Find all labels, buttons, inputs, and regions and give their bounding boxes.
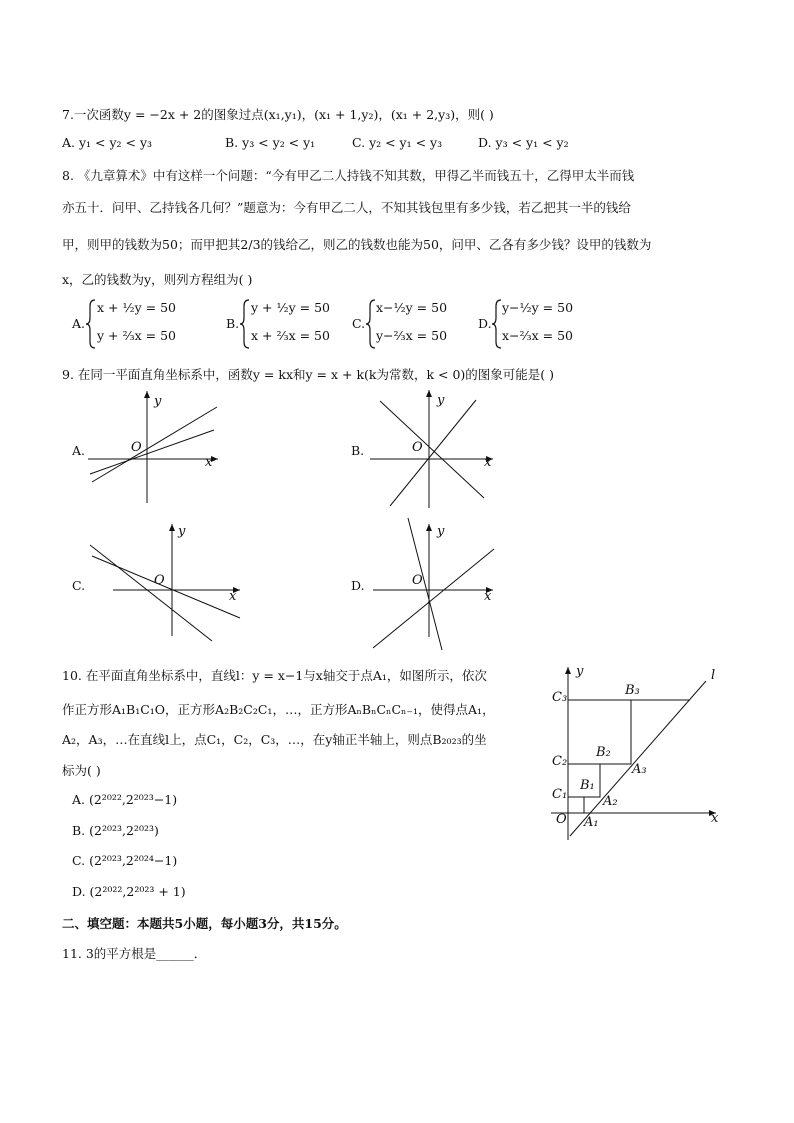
q7-option-b: B. y₃ < y₂ < y₁ xyxy=(225,135,316,150)
q8-option-b-label: B. xyxy=(226,316,240,331)
q8-option-d-label: D. xyxy=(478,316,492,331)
q10-option-d: D. (2²⁰²²,2²⁰²³ + 1) xyxy=(72,884,186,899)
q10-fig-x-label: x xyxy=(711,811,719,826)
q10-fig-c2-label: C₂ xyxy=(552,754,568,769)
q8-option-b-eq2: x + ⅔x = 50 xyxy=(251,328,330,343)
q7-option-a: A. y₁ < y₂ < y₃ xyxy=(62,135,153,150)
q10-fig-b3-label: B₃ xyxy=(625,683,640,698)
q9-graph-a-label: A. xyxy=(72,443,86,458)
q10-fig-origin-label: O xyxy=(556,812,567,827)
q10-fig-l-label: l xyxy=(711,668,716,683)
q10-fig-b1-label: B₁ xyxy=(580,778,595,793)
q10-fig-y-label: y xyxy=(576,664,584,679)
q9-graph-b-y-label: y xyxy=(437,393,445,408)
q7-stem: 7.一次函数y = −2x + 2的图象过点(x₁,y₁)，(x₁ + 1,y₂)，(x₁ + 2,y₃)，则( ) xyxy=(62,107,494,122)
q11-stem: 11. 3的平方根是______． xyxy=(62,946,207,961)
section-2-heading: 二、填空题：本题共5小题，每小题3分，共15分。 xyxy=(62,916,347,931)
q8-option-c-eq2: y−⅔x = 50 xyxy=(376,328,448,343)
q8-option-b-eq1: y + ½y = 50 xyxy=(251,300,330,315)
q8-option-a-label: A. xyxy=(72,316,86,331)
q8-option-d-eq1: y−½y = 50 xyxy=(502,300,574,315)
q9-graph-a-origin-label: O xyxy=(131,440,142,455)
q10-line-3: A₂，A₃，…在直线l上，点C₁，C₂，C₃，…，在y轴正半轴上，则点B₂₀₂₃的坐 xyxy=(62,732,487,747)
q10-fig-c1-label: C₁ xyxy=(552,787,568,802)
q8-option-c-label: C. xyxy=(352,316,366,331)
q9-graph-d-origin-label: O xyxy=(412,573,423,588)
q9-graph-d-y-label: y xyxy=(437,524,445,539)
q10-fig-c3-label: C₃ xyxy=(552,690,568,705)
q10-fig-a1-label: A₁ xyxy=(584,815,599,830)
q9-graph-b-x-label: x xyxy=(484,455,492,470)
q7-option-c: C. y₂ < y₁ < y₃ xyxy=(352,135,443,150)
q10-fig-a2-label: A₂ xyxy=(603,794,618,809)
q8-line-2: 亦五十．问甲、乙持钱各几何？”题意为：今有甲乙二人，不知其钱包里有多少钱，若乙把其一半的钱给 xyxy=(62,200,631,215)
q10-line-4: 标为( ) xyxy=(62,763,101,778)
q8-option-a-eq1: x + ½y = 50 xyxy=(97,300,176,315)
q9-graph-c-y-label: y xyxy=(178,524,186,539)
q10-fig-a3-label: A₃ xyxy=(632,762,647,777)
q10-option-b: B. (2²⁰²³,2²⁰²³) xyxy=(72,823,159,838)
q9-graph-d-x-label: x xyxy=(484,589,492,604)
q8-option-a-eq2: y + ⅔x = 50 xyxy=(97,328,176,343)
q10-line-2: 作正方形A₁B₁C₁O，正方形A₂B₂C₂C₁，…，正方形AₙBₙCₙCₙ₋₁，使得点A₁， xyxy=(62,702,495,717)
q9-graph-a-y-label: y xyxy=(154,394,162,409)
q10-line-1: 10. 在平面直角坐标系中，直线l：y = x−1与x轴交于点A₁，如图所示，依次 xyxy=(62,668,487,683)
q9-graph-b-label: B. xyxy=(351,443,365,458)
q9-stem: 9. 在同一平面直角坐标系中，函数y = kx和y = x + k(k为常数，k < 0)的图象可能是( ) xyxy=(62,367,555,382)
q10-fig-b2-label: B₂ xyxy=(596,745,611,760)
q9-graph-d-label: D. xyxy=(351,578,365,593)
q7-option-d: D. y₃ < y₁ < y₂ xyxy=(478,135,569,150)
q8-line-4: x，乙的钱数为y，则列方程组为( ) xyxy=(62,272,253,287)
q8-option-c-eq1: x−½y = 50 xyxy=(376,300,448,315)
q9-graph-c-x-label: x xyxy=(229,589,237,604)
q9-graph-c-label: C. xyxy=(72,578,86,593)
q9-graph-a-x-label: x xyxy=(205,455,213,470)
q9-graph-b-origin-label: O xyxy=(412,440,423,455)
q10-option-a: A. (2²⁰²²,2²⁰²³−1) xyxy=(72,792,178,807)
q9-graph-c-origin-label: O xyxy=(154,573,165,588)
q8-line-3: 甲，则甲的钱数为50；而甲把其2/3的钱给乙，则乙的钱数也能为50，问甲、乙各有多少钱？设甲的钱数为 xyxy=(62,237,652,252)
q8-option-d-eq2: x−⅔x = 50 xyxy=(502,328,574,343)
q10-option-c: C. (2²⁰²³,2²⁰²⁴−1) xyxy=(72,853,178,868)
q8-line-1: 8. 《九章算术》中有这样一个问题：“今有甲乙二人持钱不知其数，甲得乙半而钱五十，乙得甲太半而钱 xyxy=(62,168,635,183)
